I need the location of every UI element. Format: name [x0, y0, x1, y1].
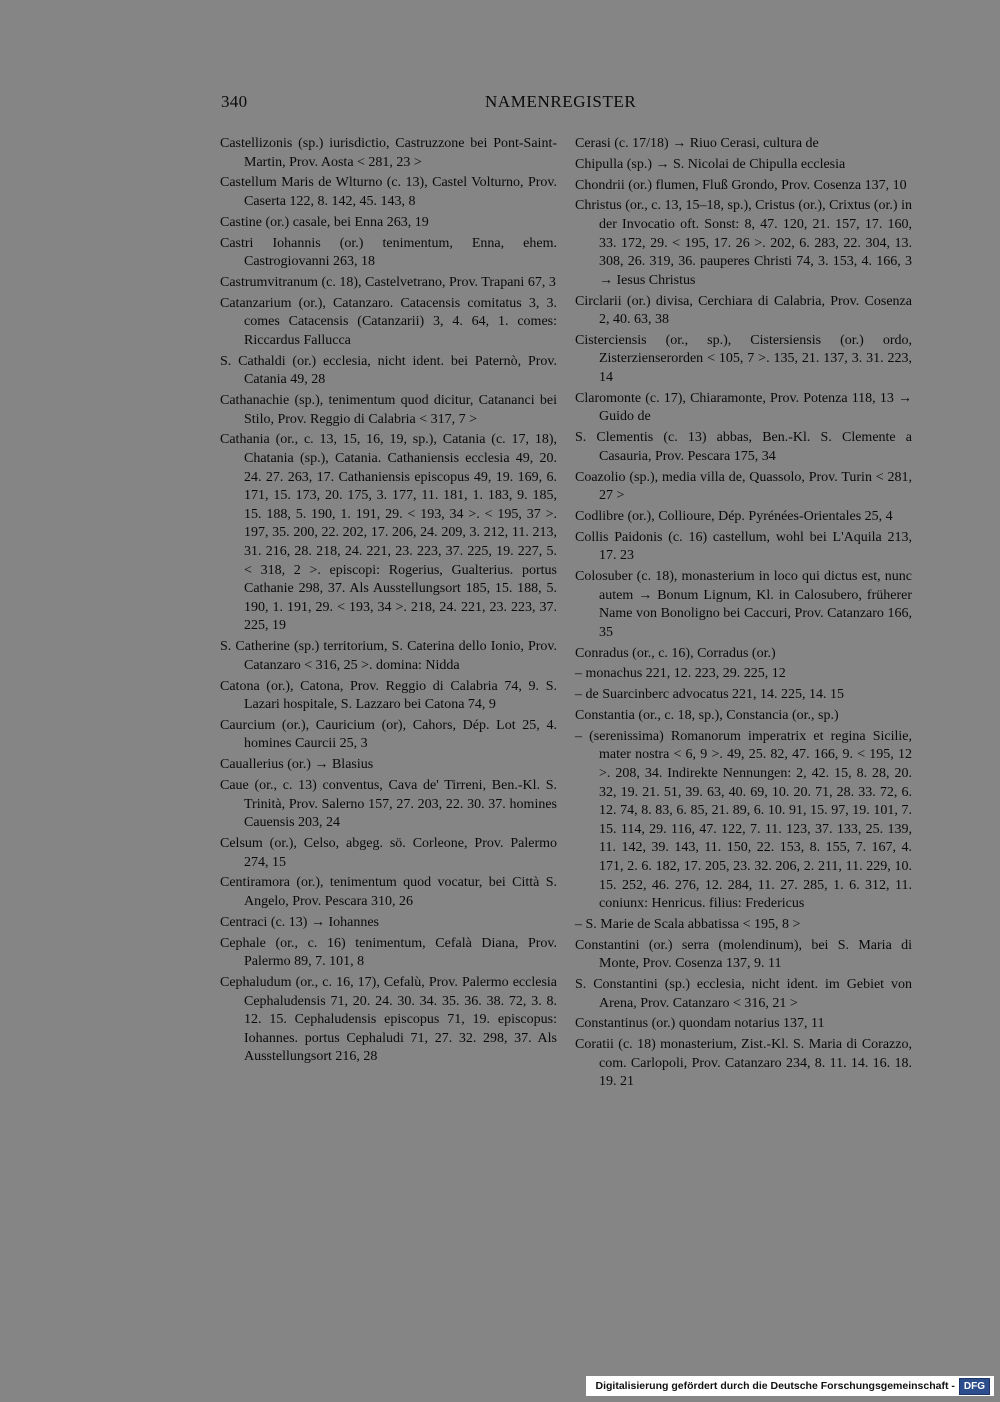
index-entry: Coazolio (sp.), media villa de, Quassolo, Prov. Turin < 281, 27 >: [575, 469, 912, 504]
index-entry: Cephaludum (or., c. 16, 17), Cefalù, Prov. Palermo ecclesia Cephaludensis 71, 20. 24. 30. 34. 35. 36. 38. 72, 3. 8. 12. 15. Cephaludensis episcopus 71, 19. episcopus: Iohannes. portus Cephaludi 71, 27. 32. 298, 37. Als Ausstellungsort 216, 28: [220, 974, 557, 1065]
index-entry: Caue (or., c. 13) conventus, Cava de' Tirreni, Ben.-Kl. S. Trinità, Prov. Salerno 157, 27. 203, 22. 30. 37. homines Cauensis 203, 24: [220, 778, 557, 831]
index-subentry: – S. Marie de Scala abbatissa < 195, 8 >: [575, 916, 801, 932]
index-entry: Colosuber (c. 18), monasterium in loco qui dictus est, nunc autem → Bonum Lignum, Kl. in Calosubero, früherer Name von Bonoligno bei Caccuri, Prov. Catanzaro 166, 35: [575, 569, 912, 640]
dfg-logo: DFG: [959, 1378, 990, 1395]
index-entry: Constantia (or., c. 18, sp.), Constancia (or., sp.): [575, 708, 839, 724]
index-entry: Celsum (or.), Celso, abgeg. sö. Corleone, Prov. Palermo 274, 15: [220, 836, 557, 870]
running-title: NAMENREGISTER: [485, 92, 637, 111]
index-entry: Cisterciensis (or., sp.), Cistersiensis (or.) ordo, Zisterzienserorden < 105, 7 >. 135, 21. 137, 3. 31. 223, 14: [575, 332, 912, 386]
index-entry: Centraci (c. 13) → Iohannes: [220, 914, 379, 930]
index-entry: S. Catherine (sp.) territorium, S. Caterina dello Ionio, Prov. Catanzaro < 316, 25 >. domina: Nidda: [220, 639, 557, 673]
index-column-right: [575, 135, 912, 1094]
index-entry: Conradus (or., c. 16), Corradus (or.): [575, 645, 776, 661]
index-entry: Collis Paidonis (c. 16) castellum, wohl bei L'Aquila 213, 17. 23: [575, 529, 912, 564]
index-entry: Chipulla (sp.) → S. Nicolai de Chipulla ecclesia: [575, 156, 846, 172]
index-entry: Constantini (or.) serra (molendinum), bei S. Maria di Monte, Prov. Cosenza 137, 9. 11: [575, 937, 912, 972]
index-entry: S. Constantini (sp.) ecclesia, nicht ident. im Gebiet von Arena, Prov. Catanzaro < 316, 21 >: [575, 977, 912, 1011]
funding-notice: Digitalisierung gefördert durch die Deutsche Forschungsgemeinschaft -: [595, 1380, 955, 1392]
index-entry: Cephale (or., c. 16) tenimentum, Cefalà Diana, Prov. Palermo 89, 7. 101, 8: [220, 935, 557, 970]
index-entry: Castri Iohannis (or.) tenimentum, Enna, ehem. Castrogiovanni 263, 18: [220, 235, 557, 270]
index-column-left: [220, 135, 557, 1069]
index-subentry: – de Suarcinberc advocatus 221, 14. 225, 14. 15: [575, 687, 845, 703]
index-entry: Cathanachie (sp.), tenimentum quod dicitur, Catananci bei Stilo, Prov. Reggio di Calabria < 317, 7 >: [220, 393, 557, 427]
index-entry: Claromonte (c. 17), Chiaramonte, Prov. Potenza 118, 13 → Guido de: [575, 390, 912, 425]
index-entry: Cerasi (c. 17/18) → Riuo Cerasi, cultura de: [575, 136, 819, 151]
index-entry: Castellum Maris de Wlturno (c. 13), Castel Volturno, Prov. Caserta 122, 8. 142, 45. 143, 8: [220, 175, 557, 209]
index-entry: Cathania (or., c. 13, 15, 16, 19, sp.), Catania (c. 17, 18), Chatania (sp.), Catania. Cathaniensis ecclesia 49, 20. 24. 27. 263, 17. Cathaniensis episcopus 49, 19. 169, 6. 171, 15. 173, 20. 175, 3. 177, 11. 181, 1. 183, 9. 185, 15. 188, 5. 190, 1. 191, 29. < 193, 34 >. < 195, 37 >. 197, 35. 200, 22. 202, 17. 206, 24. 209, 3. 212, 11. 213, 31. 216, 28. 218, 24. 221, 23. 223, 37. 225, 19. 227, 5. < 318, 2 >. episcopi: Rogerius, Gualterius. portus Cathanie 298, 37. Als Ausstellungsort 185, 15. 188, 5. 190, 1. 191, 29. < 193, 34 >. 218, 24. 221, 23. 223, 37. 225, 19: [220, 432, 557, 634]
index-subentry: – monachus 221, 12. 223, 29. 225, 12: [575, 666, 786, 682]
index-entry: Circlarii (or.) divisa, Cerchiara di Calabria, Prov. Cosenza 2, 40. 63, 38: [575, 293, 912, 328]
index-entry: Castrumvitranum (c. 18), Castelvetrano, Prov. Trapani 67, 3: [220, 274, 556, 290]
index-subentry: – (serenissima) Romanorum imperatrix et regina Sicilie, mater nostra < 6, 9 >. 49, 25. 82, 47. 166, 9. < 195, 12 >. 208, 34. Indirekte Nennungen: 2, 42. 15, 8. 28, 20. 32, 19. 21. 51, 39. 63, 40. 69, 10. 20. 71, 28. 33. 72, 6. 12. 74, 8. 83, 6. 85, 21. 89, 6. 10. 91, 15. 97, 19. 101, 7. 15. 114, 29. 116, 47. 122, 7. 11. 123, 37. 133, 25. 139, 11. 142, 39. 143, 11. 150, 22. 153, 8. 155, 7. 167, 4. 171, 2. 6. 182, 17. 205, 23. 32. 206, 2. 211, 11. 229, 10. 15. 252, 46. 276, 12. 284, 11. 27. 285, 1. 6. 312, 11. coniunx: Henricus. filius: Fredericus: [575, 728, 912, 912]
index-entry: Castellizonis (sp.) iurisdictio, Castruzzone bei Pont-Saint-Martin, Prov. Aosta < 281, 23 >: [220, 136, 557, 170]
page-number: 340: [221, 92, 248, 111]
index-entry: Chondrii (or.) flumen, Fluß Grondo, Prov. Cosenza 137, 10: [575, 177, 907, 193]
index-entry: Catanzarium (or.), Catanzaro. Catacensis comitatus 3, 3. comes Catacensis (Catanzarii) 3, 4. 64, 1. comes: Riccardus Fallucca: [220, 295, 557, 348]
index-entry: Catona (or.), Catona, Prov. Reggio di Calabria 74, 9. S. Lazari hospitale, S. Lazzaro bei Catona 74, 9: [220, 678, 557, 713]
index-entry: Caurcium (or.), Cauricium (or), Cahors, Dép. Lot 25, 4. homines Caurcii 25, 3: [220, 717, 557, 752]
funding-footer: [586, 1376, 995, 1396]
index-entry: Centiramora (or.), tenimentum quod vocatur, bei Città S. Angelo, Prov. Pescara 310, 26: [220, 875, 557, 909]
index-entry: Cauallerius (or.) → Blasius: [220, 757, 374, 773]
index-entry: Constantinus (or.) quondam notarius 137, 11: [575, 1016, 825, 1032]
index-entry: S. Cathaldi (or.) ecclesia, nicht ident. bei Paternò, Prov. Catania 49, 28: [220, 353, 557, 388]
index-entry: Codlibre (or.), Collioure, Dép. Pyrénées-Orientales 25, 4: [575, 508, 893, 524]
index-entry: Castine (or.) casale, bei Enna 263, 19: [220, 214, 429, 230]
index-entry: Coratii (c. 18) monasterium, Zist.-Kl. S. Maria di Corazzo, com. Carlopoli, Prov. Catanzaro 234, 8. 11. 14. 16. 18. 19. 21: [575, 1037, 912, 1090]
index-entry: S. Clementis (c. 13) abbas, Ben.-Kl. S. Clemente a Casauria, Prov. Pescara 175, 34: [575, 430, 912, 464]
index-entry: Christus (or., c. 13, 15–18, sp.), Cristus (or.), Crixtus (or.) in der Invocatio oft. Sonst: 8, 47. 120, 21. 157, 17. 160, 33. 172, 29. < 195, 17. 26 >. 202, 6. 283, 22. 304, 13. 308, 26. 319, 36. pauperes Christi 74, 3. 153, 4. 166, 3 → Iesus Christus: [575, 198, 912, 288]
